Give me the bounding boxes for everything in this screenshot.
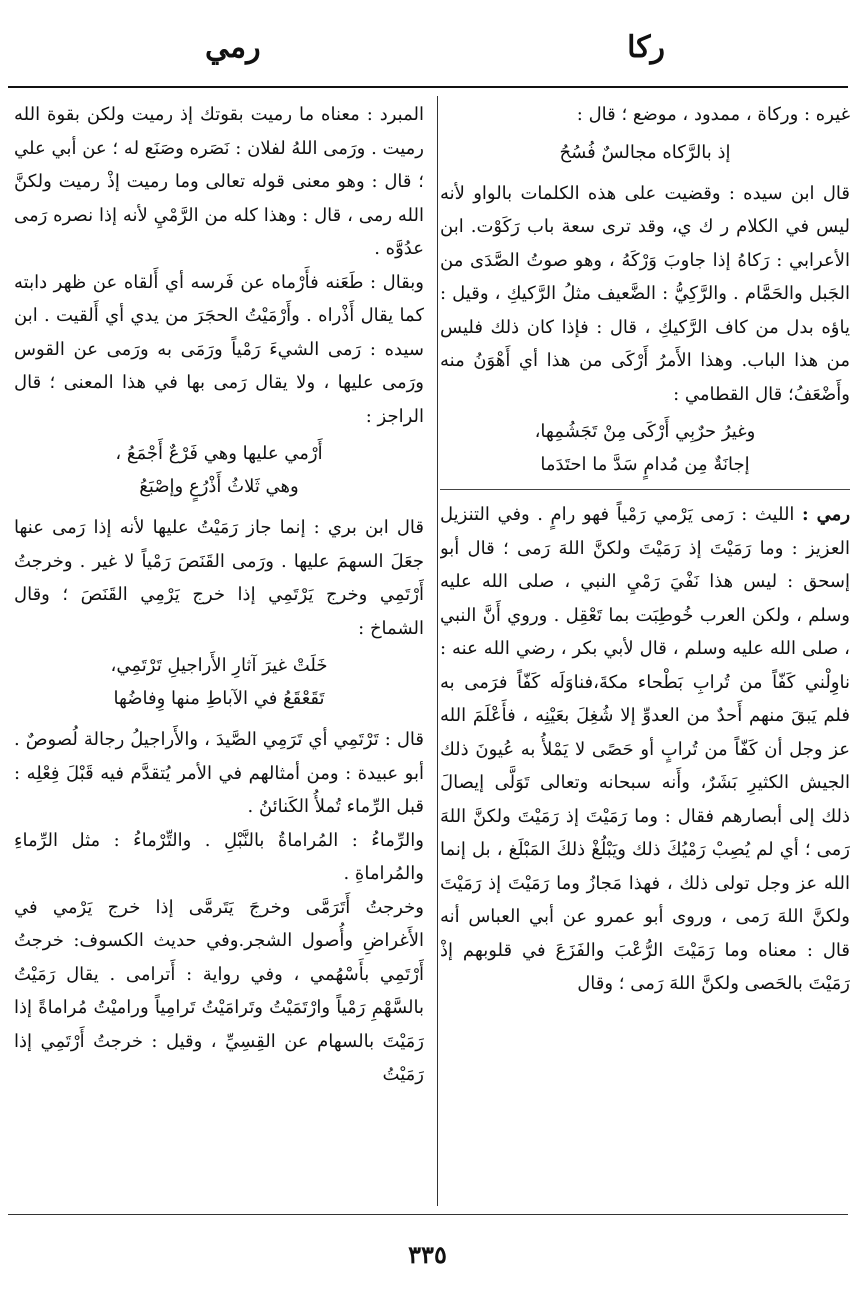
right-para-2: قال ابن سيده : وقضيت على هذه الكلمات بالواو لأنه ليس في الكلام ر ك ي، وقد ترى سعة باب رَكَوْت. ابن الأعرابي : رَكاهُ إذا جاوبَ وَرْكَهُ ، وهو صوتُ الصَّدَى من الجَبل والحَمَّام . والرَّكِيُّ : الضَّعيف مثلُ الرَّكيكِ ، وقيل : ياؤه بدل من كاف الرَّكيكِ ، قال : فإذا كان ذلك فليس من هذا الباب. وهذا الأَمرُ أَرْكَى من هذا أي أَهْوَنُ منه وأَضْعَفُ؛ قال القطامي : xyxy=(440,182,850,405)
left-para-6: وخرجتُ أَتَرَمَّى وخرجَ يَتَرمَّى إذا خرج يَرْمي في الأَغراضِ وأُصول الشجر.وفي حديث الكسوف: خرجتُ أَرْتَمِي بأَسْهُمي ، وفي رواية : أَترامى . يقال رَمَيْتُ بالسَّهْمِ رَمْياً وارْتَمَيْتُ وتَرامَيْتُ تَرامِياً وراميْتُ مُراماةً إذا رَمَيْتَ بالسهام عن القِسِيِّ ، وقيل : خرجتُ أَرْتَمِي إذا رَمَيْتُ xyxy=(14,896,424,1085)
entry-separator xyxy=(440,489,850,490)
right-para-3 xyxy=(440,498,850,1001)
column-divider xyxy=(437,96,438,1206)
left-verse-2-line-2: تَقَعْقَعُ في الآباطِ منها وِفاضُها xyxy=(113,688,325,709)
left-verse-1-line-2: وهي ثَلاثُ أَذْرُعٍ وإصْبَعُ xyxy=(139,476,299,497)
left-verse-1-line-1: أَرْمي عليها وهي فَرْعٌ أَجْمَعُ ، xyxy=(115,443,323,464)
header-root-right: ركا xyxy=(627,30,665,65)
left-verse-1 xyxy=(14,437,424,503)
left-para-5: والرِّماءُ : المُراماةُ بالنَّبْلِ . والتِّرْماءُ : مثل الرِّماءِ والمُراماةِ . xyxy=(14,829,424,884)
left-para-4: قال : تَرْتَمِي أي تَرَمِي الصَّيدَ ، والأَراجيلُ رجالة لُصوصٌ . أبو عبيدة : ومن أمثالهم في الأمر يُتقدَّم فيه قَبْلَ فِعْلِه : قبل الرِّماء تُملأُ الكَنائنُ . xyxy=(14,729,424,817)
right-verse-2 xyxy=(440,415,850,481)
right-para-3-text: الليث : رَمى يَرْمي رَمْياً فهو رامٍ . وفي التنزيل العزيز : وما رَمَيْتَ إذ رَمَيْتَ ولكنَّ اللهَ رَمى ؛ قال أبو إسحق : ليس هذا نَفْيَ رَمْيِ النبي ، صلى الله عليه وسلم ، ولكن العرب خُوطِبَت بما تَعْقِل . وروي أَنَّ النبي ، صلى الله عليه وسلم ، قال لأبي بكر ، رضي الله عنه : ناوِلْني كَفّاً من تُرابِ بَطْحاء مكةَ،فناوَلَه كَفّاً فرَمى به فلم يَبقَ منهم أَحدٌ من العدوِّ إلا شُغِلَ بعَيْنِه ، فأَعْلَمَ الله عز وجل أن كَفّاً من تُرابٍ أو حَصًى لا يَمْلأُ به عُيونَ ذلك الجيش الكثيرِ بَشَرٌ، وأَنه سبحانه وتعالى تَوَلَّى إيصالَ ذلك إلى أبصارهم فقال : وما رَمَيْتَ إذ رَمَيْتَ ولكنَّ اللهَ رَمى ؛ أي لم يُصِبْ رَمْيُكَ ذلك ويَبْلُغْ ذلكَ المَبْلَغ ، بل إنما الله عز وجل تولى ذلك ، فهذا مَجازُ وما رَمَيْتَ إذ رَمَيْتَ ولكنَّ اللهَ رَمى ، وروى أبو عمرو عن أبي العباس أنه قال : معناه وما رَمَيْتَ الرُّعْبَ والفَزَعَ في قلوبهم إذْ رَمَيْتَ بالحَصى ولكنَّ اللهَ رَمى ؛ وقال xyxy=(440,504,850,994)
entry-headword: رمي : xyxy=(801,504,850,525)
header-rule xyxy=(8,86,848,88)
left-para-2: وبقال : طَعَنه فأَرْماه عن فَرسه أي أَلقاه عن ظهر دابته كما يقال أَذْراه . وأَرْمَيْتُ الحجَرَ من يدي أي أَلقيت . ابن سيده : رَمى الشيءَ رَمْياً ورَمَى به ورَمى عن القوس ورَمى عليها ، ولا يقال رَمى بها في هذا المعنى ؛ قال الراجز : xyxy=(14,271,424,427)
page-number: ٣٣٥ xyxy=(408,1240,447,1269)
right-para-1: غيره : وركاة ، ممدود ، موضع ؛ قال : xyxy=(576,104,850,125)
right-verse-2-line-1: وغيرُ حرٌبِي أَرْكَى مِنْ تَجَشُمِها، xyxy=(534,421,756,442)
right-verse-2-line-2: إجانَةٌ مِن مُدامٍ سَدَّ ما احتَدَما xyxy=(540,454,750,475)
left-verse-2-line-1: خَلَتْ غيرَ آثارِ الأَراجيلِ تَرْتَمِي، xyxy=(110,655,328,676)
footer-rule xyxy=(8,1214,848,1215)
left-para-1: المبرد : معناه ما رميت بقوتك إذ رميت ولكن بقوة الله رميت . ورَمى اللهُ لفلان : نَصَره وصَنَع له ؛ عن أبي علي ؛ قال : وهو معنى قوله تعالى وما رميت إذْ رميت ولكنَّ الله رمى ، قال : وهذا كله من الرَّمْيِ لأنه إذا نصره رَمى عدُوَّه . xyxy=(14,104,424,259)
right-column xyxy=(440,98,850,1206)
header-root-left: رمي xyxy=(205,30,261,65)
left-column xyxy=(14,98,424,1206)
right-verse-1-line: إذ بالرَّكاه مجالسٌ فُسُحُ xyxy=(559,141,731,163)
page-header xyxy=(0,22,855,82)
left-para-3: قال ابن بري : إنما جاز رَمَيْتُ عليها لأنه إذا رَمى عنها جعَلَ السهمَ عليها . ورَمى القَنَصَ رَمْياً لا غير . وخرجتُ أَرْتَمِي وخرج يَرْتَمِي إذا خرج يَرْمِي القَنَصَ ؛ وقال الشماخ : xyxy=(14,517,424,639)
right-verse-1 xyxy=(440,136,850,169)
left-verse-2 xyxy=(14,649,424,715)
